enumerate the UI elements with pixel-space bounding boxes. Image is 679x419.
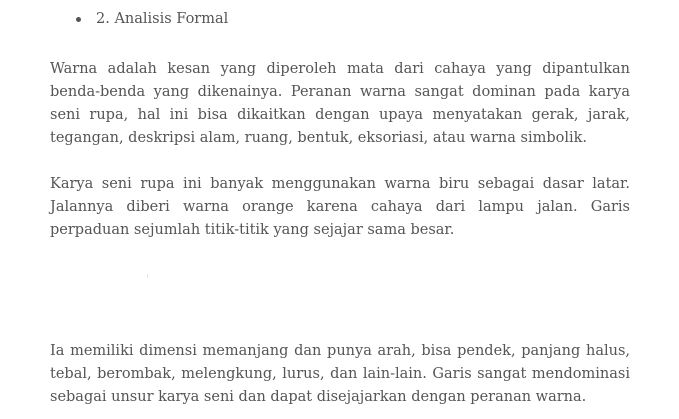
- section-list: [76, 9, 228, 29]
- list-item: [76, 9, 228, 29]
- paragraph-artwork-description: Karya seni rupa ini banyak menggunakan warna biru sebagai dasar latar. Jalannya diberi warna orange karena cahaya dari lampu jalan. Garis perpaduan sejumlah titik-titik yang sejajar sama besar.: [50, 176, 630, 238]
- image-placeholder: [147, 274, 148, 278]
- paragraph-line-dimension: Ia memiliki dimensi memanjang dan punya arah, bisa pendek, panjang halus, tebal, berombak, melengkung, lurus, dan lain-lain. Garis sangat mendominasi sebagai unsur karya seni dan dapat disejajarkan dengan peranan warna.: [50, 343, 630, 405]
- section-heading: 2. Analisis Formal: [96, 11, 229, 27]
- bullet-icon: [76, 17, 81, 22]
- paragraph-color-definition: Warna adalah kesan yang diperoleh mata dari cahaya yang dipantulkan benda-benda yang dikenainya. Peranan warna sangat dominan pada karya seni rupa, hal ini bisa dikaitkan dengan upaya menyatakan gerak, jarak, tegangan, deskripsi alam, ruang, bentuk, eksoriasi, atau warna simbolik.: [50, 61, 630, 146]
